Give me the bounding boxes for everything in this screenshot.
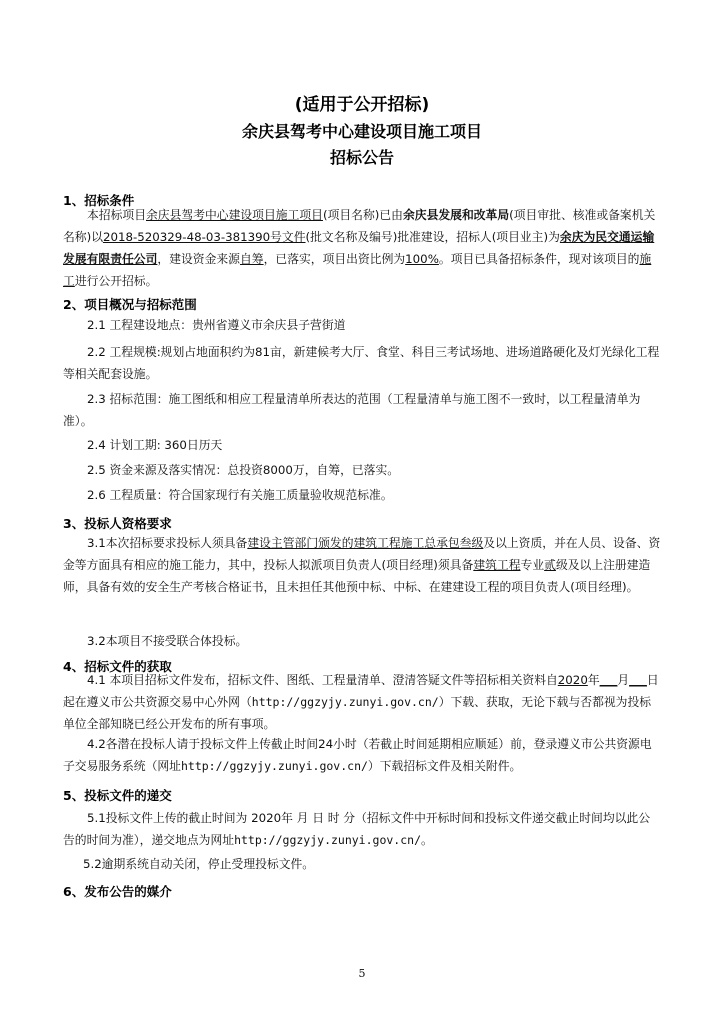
funding-ratio: 100% <box>405 252 439 266</box>
s3-text-c: 专业 <box>520 558 545 572</box>
release-year: 2020 <box>557 673 588 687</box>
certificate-type: 建筑工程 <box>473 558 521 572</box>
section-2-item-4: 2.4 计划工期: 360日历天 <box>87 438 223 452</box>
section-2-item-1: 2.1 工程建设地点：贵州省遵义市余庆县子营街道 <box>87 318 346 332</box>
s1-text-b: (项目名称)已由 <box>322 208 403 222</box>
s3-text-d: 级及以上注册建造师，具备有效的安全生产考核合格证书，且未担任其他预中标、中标、在建建设工程的项目负责人(项目经理)。 <box>63 558 651 594</box>
s4-text-e: ）下载、获取，无论下载与否都视为投标单位全部知晓已经公开发布的所有事项。 <box>63 695 652 731</box>
section-1-paragraph <box>63 204 661 292</box>
s4-text-g: ）下载招标文件及相关附件。 <box>367 759 522 773</box>
section-5-item-1 <box>63 807 661 851</box>
s4-text-a: 4.1 本项目招标文件发布，招标文件、图纸、工程量清单、澄清答疑文件等招标相关资料自 <box>87 673 558 687</box>
download-url[interactable]: http://ggzyjy.zunyi.gov.cn/ <box>251 695 439 709</box>
approval-doc: 2018-520329-48-03-381390号文件 <box>103 230 306 244</box>
section-3-heading: 3、投标人资格要求 <box>63 516 172 531</box>
page-number: 5 <box>358 967 366 980</box>
s3-text-a: 3.1本次招标要求投标人须具备 <box>87 536 248 550</box>
s5-text-b: 。 <box>421 833 433 847</box>
construction-word: 施工 <box>63 252 652 288</box>
s3-text-b: 及以上资质，并在人员、设备、资金等方面具有相应的施工能力，其中，投标人拟派项目负责人(项目经理)须具备 <box>63 536 661 572</box>
section-2-item-3: 2.3 招标范围：施工图纸和相应工程量清单所表达的范围（工程量清单与施工图不一致时，以工程量清单为准）。 <box>63 392 641 428</box>
project-name: 余庆县驾考中心建设项目施工项目 <box>146 208 323 222</box>
section-4-item-2 <box>63 733 661 777</box>
section-4-item-1 <box>63 669 661 735</box>
section-2-heading: 2、项目概况与招标范围 <box>63 297 197 312</box>
month-blank: ___ <box>599 673 618 687</box>
title-line-2: 余庆县驾考中心建设项目施工项目 <box>241 122 482 141</box>
title-line-1: (适用于公开招标) <box>294 95 430 115</box>
section-6-heading: 6、发布公告的媒介 <box>63 884 172 899</box>
section-1-heading: 1、招标条件 <box>63 193 135 208</box>
s1-text-h: 进行公开招标。 <box>74 274 158 288</box>
s4-text-b: 年 <box>587 673 600 687</box>
section-3-item-1 <box>63 532 661 598</box>
s1-text-d: (批文名称及编号)批准建设，招标人(项目业主)为 <box>305 230 560 244</box>
certificate-grade: 贰 <box>544 558 556 572</box>
section-5-heading: 5、投标文件的递交 <box>63 788 172 803</box>
s1-text-f: ，已落实，项目出资比例为 <box>263 252 406 266</box>
s5-text-a: 5.1投标文件上传的截止时间为 2020年 月 日 时 分（招标文件中开标时间和投标文件递交截止时间均以此公告的时间为准），递交地点为网址 <box>63 811 651 847</box>
s4-text-d: 日起在遵义市公共资源交易中心外网（ <box>63 673 659 709</box>
s1-text-a: 本招标项目 <box>87 208 146 222</box>
s1-text-e: ，建设资金来源 <box>157 252 240 266</box>
fund-source: 自筹 <box>239 252 264 266</box>
s4-text-c: 月 <box>617 673 630 687</box>
qualification: 建设主管部门颁发的建筑工程施工总承包叁级 <box>247 536 484 550</box>
approver: 余庆县发展和改革局 <box>402 208 510 222</box>
system-url[interactable]: http://ggzyjy.zunyi.gov.cn/ <box>180 759 368 773</box>
section-2-item-5: 2.5 资金来源及落实情况：总投资8000万，自筹，已落实。 <box>87 463 400 477</box>
s1-text-c: (项目审批、核准或备案机关名称)以 <box>63 208 656 244</box>
section-5-item-2: 5.2逾期系统自动关闭，停止受理投标文件。 <box>83 857 315 871</box>
submission-url[interactable]: http://ggzyjy.zunyi.gov.cn/ <box>234 833 421 847</box>
section-2-item-2: 2.2 工程规模:规划占地面积约为81亩，新建候考大厅、食堂、科目三考试场地、进场道路硬化及灯光绿化工程等相关配套设施。 <box>63 345 660 381</box>
s4-text-f: 4.2各潜在投标人请于投标文件上传截止时间24小时（若截止时间延期相应顺延）前，登录遵义市公共资源电子交易服务系统（网址 <box>63 737 652 773</box>
section-4-heading: 4、招标文件的获取 <box>63 659 172 674</box>
section-3-item-2: 3.2本项目不接受联合体投标。 <box>87 634 248 648</box>
owner: 余庆为民交通运输发展有限责任公司 <box>63 230 655 266</box>
title-line-3: 招标公告 <box>329 148 394 167</box>
s1-text-g: 。项目已具备招标条件，现对该项目的 <box>438 252 640 266</box>
section-2-item-6: 2.6 工程质量：符合国家现行有关施工质量验收规范标准。 <box>87 488 393 502</box>
day-blank: ___ <box>629 673 647 687</box>
